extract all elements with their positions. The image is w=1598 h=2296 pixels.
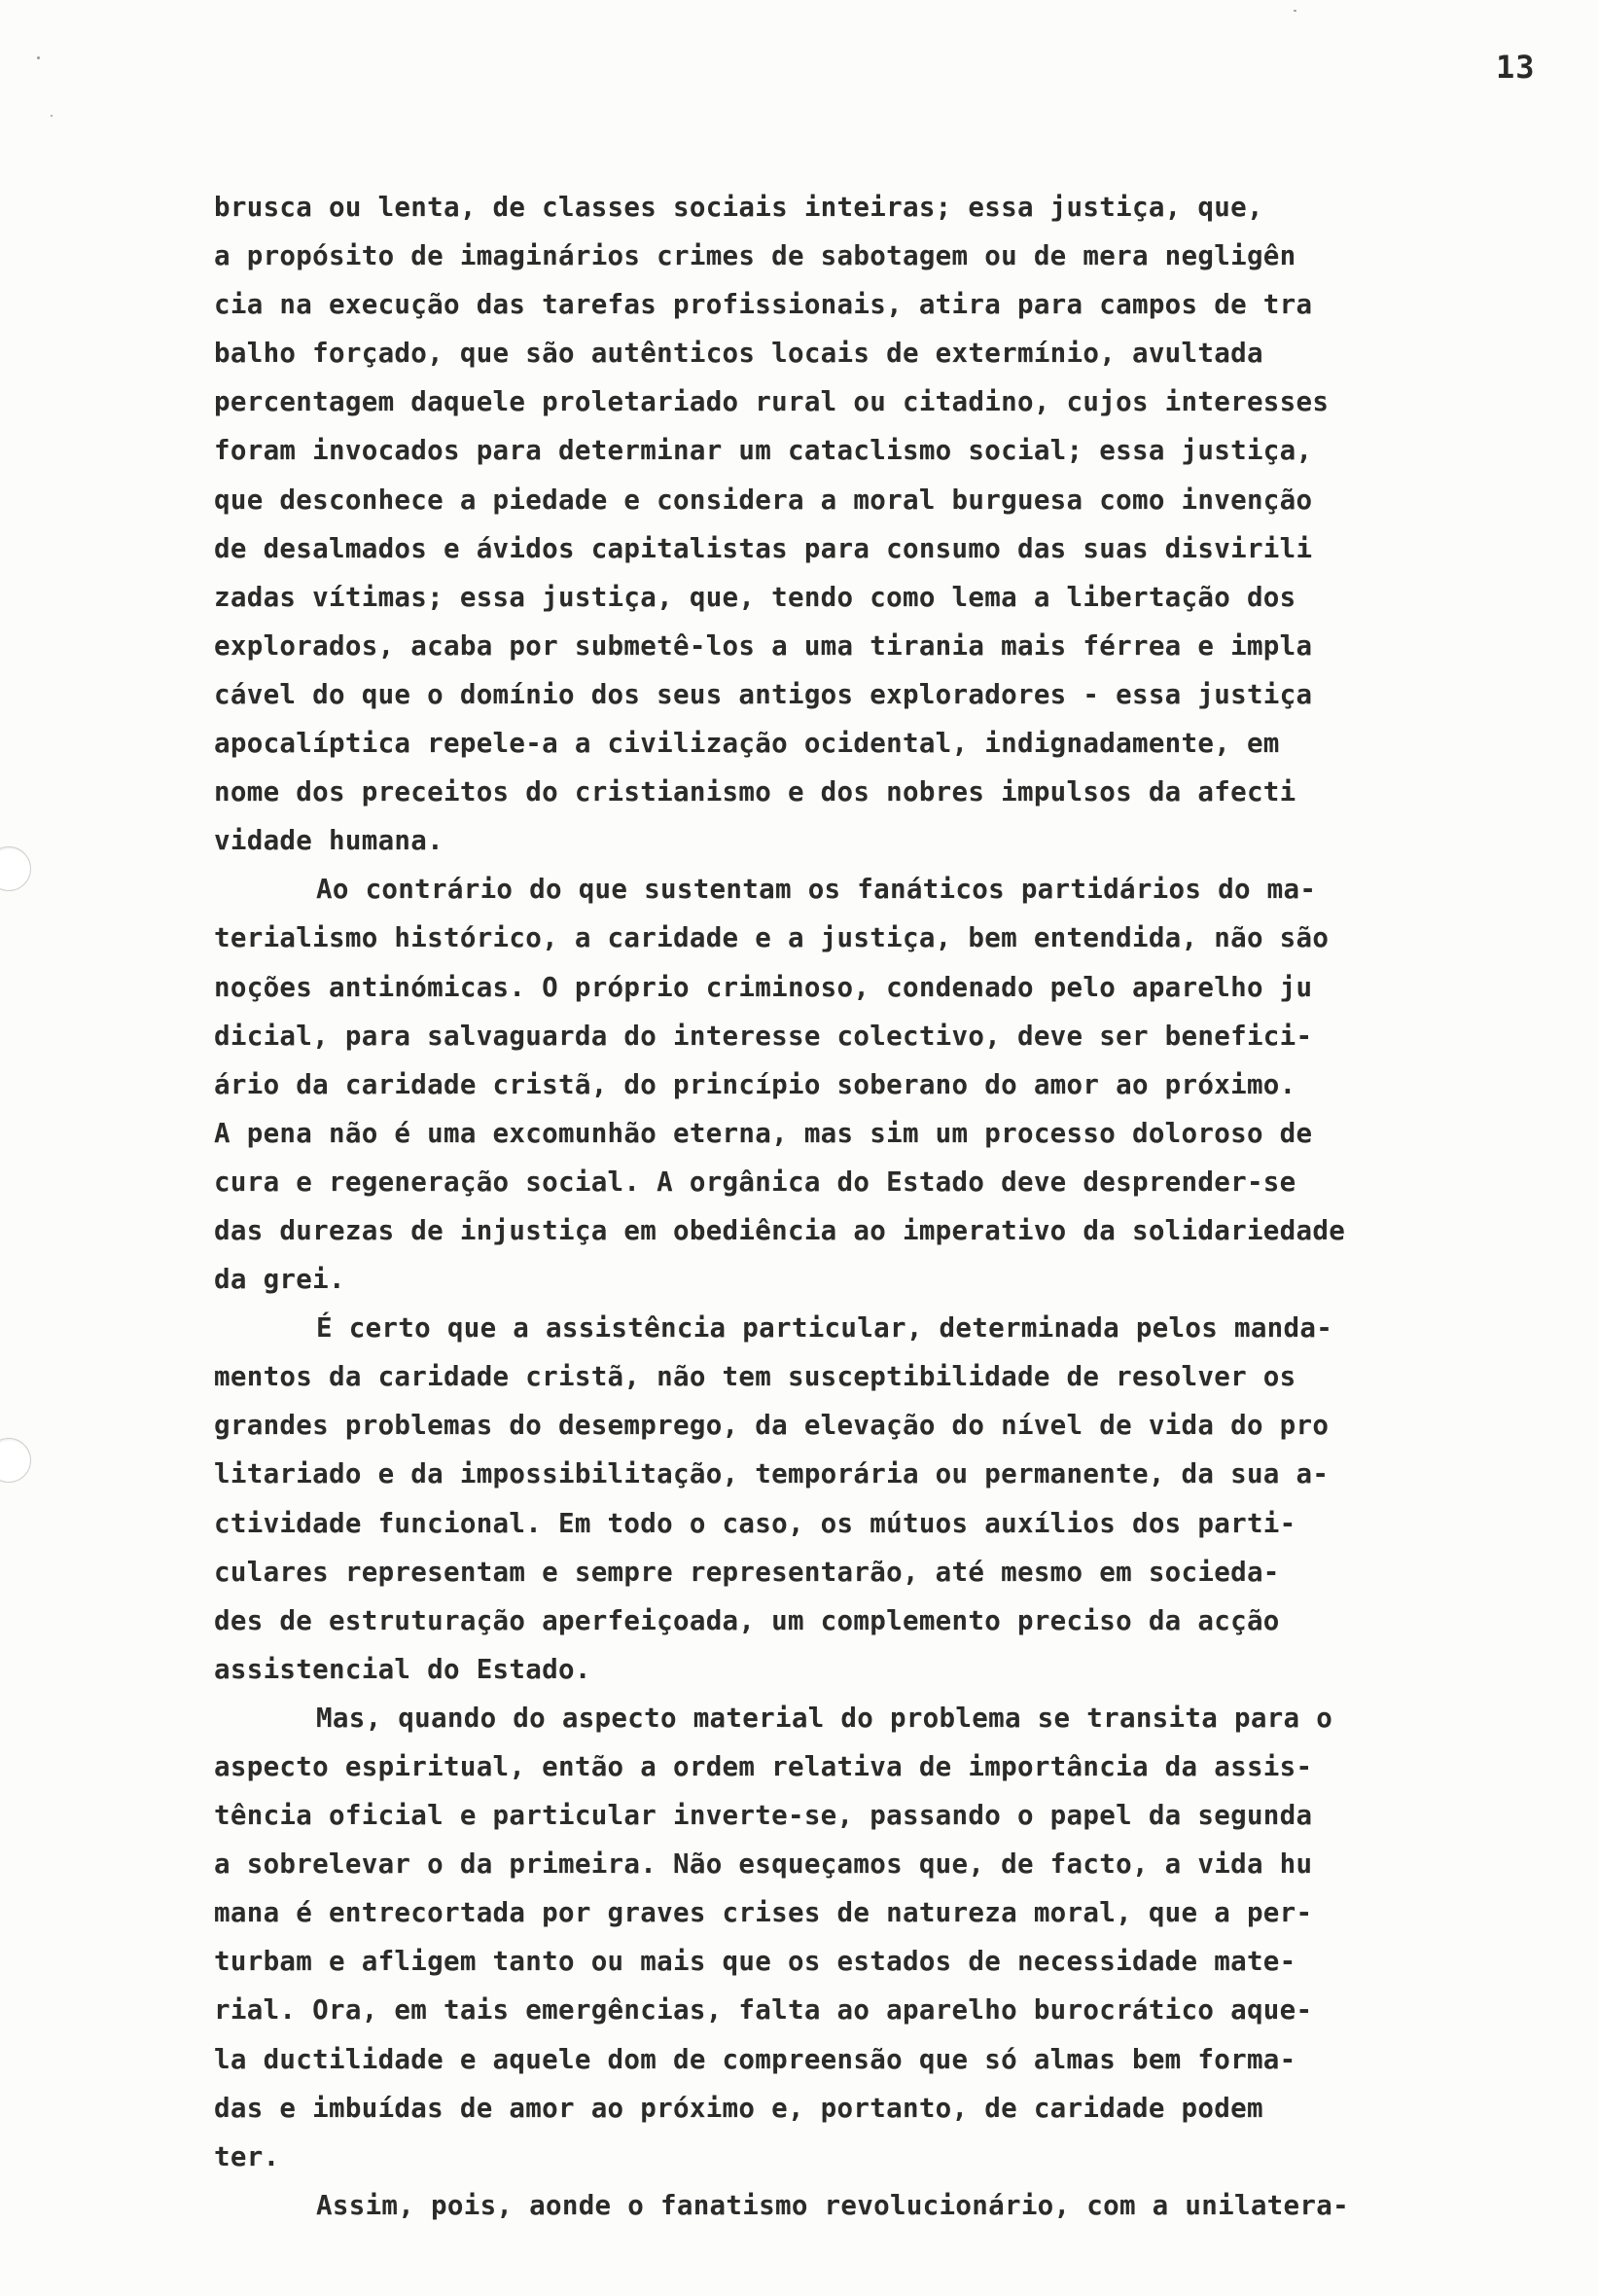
text-line: É certo que a assistência particular, determinada pelos manda- xyxy=(316,1312,1333,1345)
text-line: de desalmados e ávidos capitalistas para consumo das suas disvirili xyxy=(214,532,1313,564)
text-line: ter. xyxy=(214,2140,280,2172)
text-line: das durezas de injustiça em obediência ao imperativo da solidariedade xyxy=(214,1214,1346,1246)
typed-text-body xyxy=(214,183,1546,2230)
text-line: cável do que o domínio dos seus antigos exploradores - essa justiça xyxy=(214,678,1313,710)
text-line: la ductilidade e aquele dom de compreensão que só almas bem forma- xyxy=(214,2043,1296,2075)
text-line: percentagem daquele proletariado rural ou citadino, cujos interesses xyxy=(214,386,1330,418)
text-line: foram invocados para determinar um cataclismo social; essa justiça, xyxy=(214,435,1313,467)
text-line: litariado e da impossibilitação, temporária ou permanente, da sua a- xyxy=(214,1458,1330,1490)
text-line: Assim, pois, aonde o fanatismo revolucionário, com a unilatera- xyxy=(316,2189,1349,2221)
text-line: mentos da caridade cristã, não tem susceptibilidade de resolver os xyxy=(214,1361,1296,1393)
text-line: das e imbuídas de amor ao próximo e, portanto, de caridade podem xyxy=(214,2092,1263,2124)
text-line: noções antinómicas. O próprio criminoso, condenado pelo aparelho ju xyxy=(214,971,1313,1003)
paper-speck xyxy=(51,115,53,117)
text-line: grandes problemas do desemprego, da elevação do nível de vida do pro xyxy=(214,1410,1330,1442)
paper-speck xyxy=(37,56,40,59)
text-line: mana é entrecortada por graves crises de natureza moral, que a per- xyxy=(214,1897,1313,1929)
punch-hole xyxy=(0,846,31,891)
text-line: terialismo histórico, a caridade e a justiça, bem entendida, não são xyxy=(214,922,1330,954)
text-line: nome dos preceitos do cristianismo e dos nobres impulsos da afecti xyxy=(214,776,1296,808)
text-line: aspecto espiritual, então a ordem relativa de importância da assis- xyxy=(214,1751,1313,1782)
text-line: a propósito de imaginários crimes de sabotagem ou de mera negligên xyxy=(214,240,1296,272)
text-line: explorados, acaba por submetê-los a uma tirania mais férrea e impla xyxy=(214,629,1313,662)
text-line: ário da caridade cristã, do princípio soberano do amor ao próximo. xyxy=(214,1068,1296,1100)
page-number: 13 xyxy=(1496,49,1536,86)
text-line: tência oficial e particular inverte-se, passando o papel da segunda xyxy=(214,1800,1313,1832)
text-line: apocalíptica repele-a a civilização ocidental, indignadamente, em xyxy=(214,728,1280,760)
text-line: zadas vítimas; essa justiça, que, tendo como lema a libertação dos xyxy=(214,581,1296,613)
text-line: cia na execução das tarefas profissionais, atira para campos de tra xyxy=(214,289,1313,321)
text-line: Mas, quando do aspecto material do problema se transita para o xyxy=(316,1702,1333,1734)
text-line: A pena não é uma excomunhão eterna, mas sim um processo doloroso de xyxy=(214,1117,1313,1149)
text-line: a sobrelevar o da primeira. Não esqueçamos que, de facto, a vida hu xyxy=(214,1848,1313,1881)
text-line: que desconhece a piedade e considera a moral burguesa como invenção xyxy=(214,484,1313,516)
text-line: cura e regeneração social. A orgânica do Estado deve desprender-se xyxy=(214,1166,1296,1198)
text-line: ctividade funcional. Em todo o caso, os mútuos auxílios dos parti- xyxy=(214,1507,1296,1539)
text-line: des de estruturação aperfeiçoada, um complemento preciso da acção xyxy=(214,1604,1280,1636)
text-line: assistencial do Estado. xyxy=(214,1653,591,1685)
text-line: culares representam e sempre representarão, até mesmo em socieda- xyxy=(214,1556,1280,1588)
text-line: brusca ou lenta, de classes sociais inteiras; essa justiça, que, xyxy=(214,192,1263,223)
text-line: dicial, para salvaguarda do interesse colectivo, deve ser benefici- xyxy=(214,1020,1313,1052)
text-line: balho forçado, que são autênticos locais de extermínio, avultada xyxy=(214,338,1263,370)
text-line: rial. Ora, em tais emergências, falta ao aparelho burocrático aque- xyxy=(214,1994,1313,2027)
text-line: vidade humana. xyxy=(214,825,444,857)
paper-speck xyxy=(1294,10,1296,12)
text-line: turbam e afligem tanto ou mais que os estados de necessidade mate- xyxy=(214,1946,1296,1978)
punch-hole xyxy=(0,1438,31,1483)
text-line: da grei. xyxy=(214,1264,345,1296)
text-line: Ao contrário do que sustentam os fanáticos partidários do ma- xyxy=(316,874,1317,906)
